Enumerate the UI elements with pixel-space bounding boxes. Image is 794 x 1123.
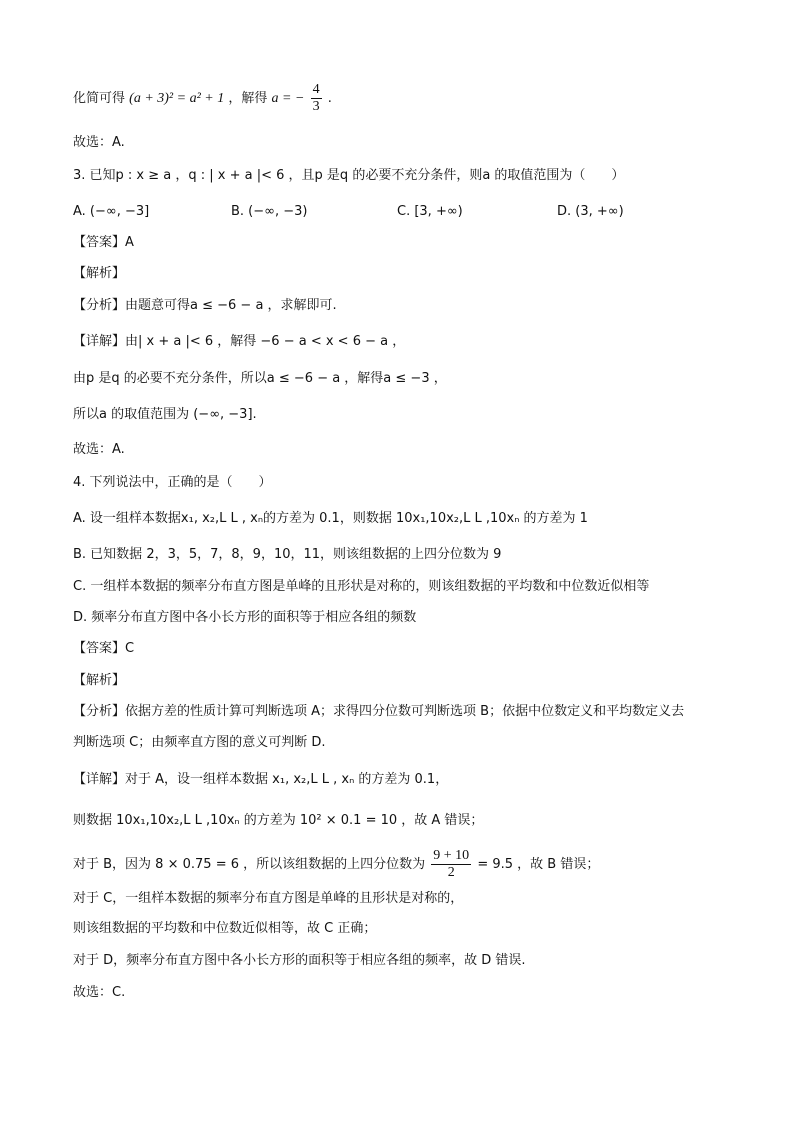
equation: (a + 3)² = a² + 1 (129, 91, 225, 106)
q3-detail: 【详解】由| x + a |< 6 ，解得 −6 − a < x < 6 − a ， (73, 334, 406, 349)
q3-answer: 【答案】A (73, 235, 134, 250)
simplify-line (73, 82, 332, 115)
q3-option-d: D. (3, +∞) (557, 204, 624, 219)
question-4: 4. 下列说法中，正确的是（ ） (73, 475, 272, 490)
text-segment: 化简可得 (73, 91, 126, 106)
fraction (311, 82, 322, 115)
q3-analysis-heading: 【解析】 (73, 266, 126, 281)
q3-choice: 故选：A. (73, 442, 125, 457)
question-3: 3. 已知p : x ≥ a ，q : | x + a |< 6 ，且p 是q 的必要不充分条件，则a 的取值范围为（ ） (73, 168, 625, 183)
q4-analysis-line-2: 判断选项 C；由频率直方图的意义可判断 D. (73, 735, 326, 750)
q4-option-d: D. 频率分布直方图中各小长方形的面积等于相应各组的频数 (73, 610, 417, 625)
q4-detail-line-3 (73, 848, 599, 881)
q3-option-a: A. (−∞, −3] (73, 204, 150, 219)
q4-detail-line-6: 对于 D，频率分布直方图中各小长方形的面积等于相应各组的频率，故 D 错误. (73, 953, 526, 968)
q3-analysis: 【分析】由题意可得a ≤ −6 − a ，求解即可. (73, 298, 337, 313)
text-segment: ，解得 (228, 91, 268, 106)
text-segment: . (327, 91, 332, 106)
text-segment: 对于 B，因为 8 × 0.75 = 6 ，所以该组数据的上四分位数为 (73, 857, 426, 872)
q4-option-b: B. 已知数据 2，3，5，7，8，9，10，11，则该组数据的上四分位数为 9 (73, 547, 502, 562)
fraction (431, 848, 471, 881)
q3-option-b: B. (−∞, −3) (231, 204, 308, 219)
q4-choice: 故选：C. (73, 985, 126, 1000)
q4-analysis-line-1: 【分析】依据方差的性质计算可判断选项 A；求得四分位数可判断选项 B；依据中位数定义和平均数定义去 (73, 704, 685, 719)
fraction-denominator: 3 (312, 99, 320, 114)
q3-detail-line-2: 由p 是q 的必要不充分条件，所以a ≤ −6 − a ，解得a ≤ −3 ， (73, 371, 447, 386)
text-segment: = 9.5 ，故 B 错误； (477, 857, 600, 872)
fraction-numerator: 4 (312, 82, 320, 97)
q4-detail-line-5: 则该组数据的平均数和中位数近似相等，故 C 正确； (73, 921, 377, 936)
fraction-denominator: 2 (431, 864, 471, 881)
equation: a = − (271, 91, 305, 106)
q3-detail-line-3: 所以a 的取值范围为 (−∞, −3]. (73, 407, 257, 422)
q4-option-a: A. 设一组样本数据x₁, x₂,L L , xₙ的方差为 0.1，则数据 10x₁,10x₂,L L ,10xₙ 的方差为 1 (73, 511, 588, 526)
q4-detail-line-4: 对于 C，一组样本数据的频率分布直方图是单峰的且形状是对称的， (73, 891, 464, 906)
q4-detail-line-2: 则数据 10x₁,10x₂,L L ,10xₙ 的方差为 10² × 0.1 = 10 ，故 A 错误； (73, 813, 484, 828)
q4-detail-line-1: 【详解】对于 A，设一组样本数据 x₁, x₂,L L , xₙ 的方差为 0.1， (73, 772, 449, 787)
q4-analysis-heading: 【解析】 (73, 673, 126, 688)
q3-option-c: C. [3, +∞) (397, 204, 463, 219)
answer-choice-line: 故选：A. (73, 135, 125, 150)
fraction-numerator: 9 + 10 (433, 848, 470, 863)
q4-answer: 【答案】C (73, 641, 135, 656)
q4-option-c: C. 一组样本数据的频率分布直方图是单峰的且形状是对称的，则该组数据的平均数和中位数近似相等 (73, 579, 650, 594)
